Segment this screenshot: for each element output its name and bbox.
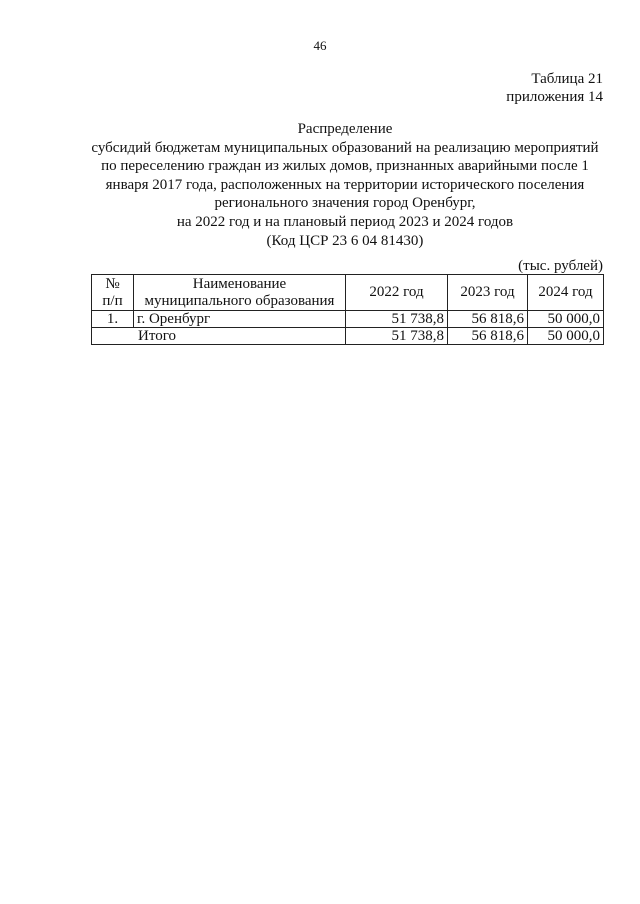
title-line: Распределение [297,121,393,137]
header-municipality [134,275,346,311]
page-number: 46 [313,38,327,53]
title-line: регионального значения город Оренбург, [214,195,476,212]
total-value-2022: 51 738,8 [346,328,448,345]
row-number: 1. [92,311,134,328]
table-number: Таблица 21 [531,71,603,87]
total-row [92,328,604,345]
header-number-line: № [105,275,120,292]
row-municipality: г. Оренбург [134,311,346,328]
title-line: субсидий бюджетам муниципальных образований на реализацию мероприятий [91,139,599,156]
document-title [80,120,610,250]
units-note: (тыс. рублей) [518,258,603,274]
header-municipality-line: Наименование [192,275,287,292]
row-value-2023: 56 818,6 [448,311,528,328]
total-label: Итого [92,328,346,345]
table-row [92,311,604,328]
row-value-2022: 51 738,8 [346,311,448,328]
total-value-2023: 56 818,6 [448,328,528,345]
header-municipality-line: муниципального образования [144,292,335,309]
header-row [92,275,604,311]
title-line: на 2022 год и на плановый период 2023 и 2024 годов [176,213,514,230]
subsidy-table [91,274,604,345]
header-2023: 2023 год [448,275,528,311]
row-value-2024: 50 000,0 [528,311,604,328]
header-2024: 2024 год [528,275,604,311]
title-line: по переселению граждан из жилых домов, признанных аварийными после 1 [101,158,589,175]
header-number [92,275,134,311]
appendix-number: приложения 14 [506,89,603,105]
title-line: (Код ЦСР 23 6 04 81430) [266,232,424,249]
table-reference [506,70,603,106]
header-2022: 2022 год [346,275,448,311]
title-line: января 2017 года, расположенных на территории исторического поселения [105,176,585,193]
total-value-2024: 50 000,0 [528,328,604,345]
header-number-line: п/п [102,292,123,309]
